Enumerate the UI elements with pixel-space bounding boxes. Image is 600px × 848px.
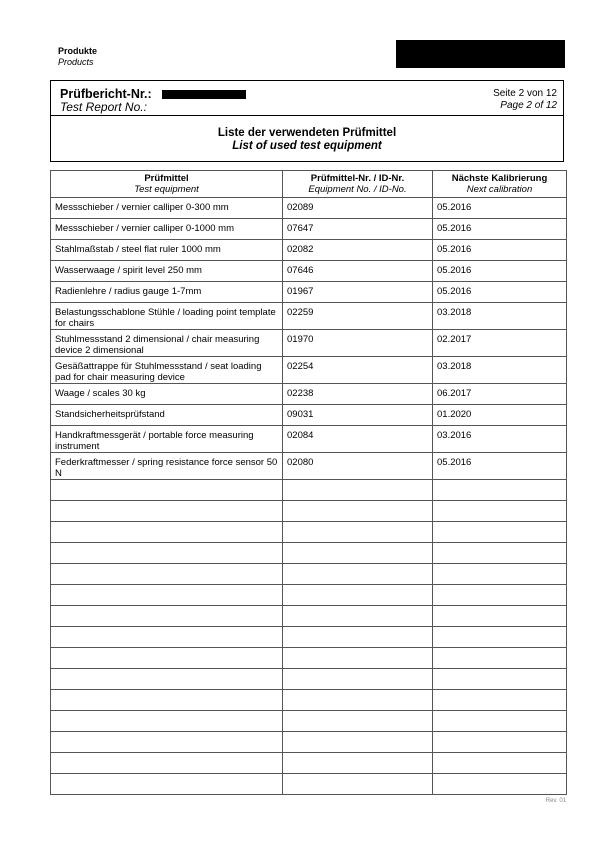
empty-cell [433, 732, 567, 753]
empty-cell [51, 522, 283, 543]
empty-cell [51, 690, 283, 711]
empty-row [51, 732, 567, 753]
empty-cell [433, 522, 567, 543]
empty-cell [283, 543, 433, 564]
empty-cell [51, 732, 283, 753]
empty-cell [283, 564, 433, 585]
empty-cell [283, 606, 433, 627]
equipment-id: 02084 [283, 426, 433, 453]
empty-row [51, 690, 567, 711]
equipment-name: Handkraftmessgerät / portable force measuring instrument [51, 426, 283, 453]
table-row [51, 384, 567, 405]
table-row [51, 219, 567, 240]
table-row [51, 357, 567, 384]
empty-cell [283, 753, 433, 774]
next-calibration: 02.2017 [433, 330, 567, 357]
empty-cell [433, 585, 567, 606]
report-number-label-en: Test Report No.: [60, 100, 147, 114]
empty-row [51, 627, 567, 648]
equipment-id: 02238 [283, 384, 433, 405]
table-row [51, 426, 567, 453]
next-calibration: 03.2018 [433, 303, 567, 330]
empty-cell [51, 480, 283, 501]
equipment-name: Gesäßattrappe für Stuhlmessstand / seat loading pad for chair measuring device [51, 357, 283, 384]
empty-cell [283, 774, 433, 795]
page-number-en: Page 2 of 12 [500, 100, 557, 111]
empty-cell [51, 648, 283, 669]
report-number-row [51, 81, 563, 116]
equipment-name: Messschieber / vernier calliper 0-300 mm [51, 198, 283, 219]
page-number-de: Seite 2 von 12 [493, 88, 557, 99]
empty-row [51, 648, 567, 669]
equipment-name: Federkraftmesser / spring resistance force sensor 50 N [51, 453, 283, 480]
empty-cell [51, 606, 283, 627]
next-calibration: 06.2017 [433, 384, 567, 405]
equipment-name: Wasserwaage / spirit level 250 mm [51, 261, 283, 282]
empty-cell [283, 648, 433, 669]
empty-cell [433, 606, 567, 627]
revision-label: Rev. 01 [545, 798, 566, 804]
next-calibration: 05.2016 [433, 282, 567, 303]
equipment-id: 07647 [283, 219, 433, 240]
table-row [51, 282, 567, 303]
table-row [51, 303, 567, 330]
empty-cell [433, 501, 567, 522]
report-number-redaction [162, 90, 246, 99]
column-header-equipment [51, 171, 283, 198]
empty-cell [51, 585, 283, 606]
redaction-bar [396, 40, 565, 68]
column-header-calibration-en: Next calibration [466, 184, 533, 195]
next-calibration: 05.2016 [433, 219, 567, 240]
table-row [51, 240, 567, 261]
empty-cell [433, 690, 567, 711]
equipment-id: 09031 [283, 405, 433, 426]
empty-cell [51, 627, 283, 648]
empty-cell [283, 480, 433, 501]
next-calibration: 03.2016 [433, 426, 567, 453]
next-calibration: 05.2016 [433, 240, 567, 261]
equipment-id: 02259 [283, 303, 433, 330]
next-calibration: 05.2016 [433, 453, 567, 480]
table-header-row [51, 171, 567, 198]
equipment-name: Belastungsschablone Stühle / loading point template for chairs [51, 303, 283, 330]
empty-row [51, 564, 567, 585]
equipment-id: 02254 [283, 357, 433, 384]
column-header-id-de: Prüfmittel-Nr. / ID-Nr. [310, 173, 405, 184]
products-label [58, 46, 97, 68]
products-label-en: Products [58, 57, 94, 67]
empty-cell [51, 711, 283, 732]
empty-cell [433, 543, 567, 564]
next-calibration: 05.2016 [433, 198, 567, 219]
empty-cell [433, 753, 567, 774]
empty-row [51, 585, 567, 606]
table-row [51, 405, 567, 426]
empty-row [51, 774, 567, 795]
equipment-id: 02080 [283, 453, 433, 480]
column-header-equipment-en: Test equipment [134, 184, 199, 195]
products-label-de: Produkte [58, 46, 98, 56]
empty-cell [433, 627, 567, 648]
equipment-name: Waage / scales 30 kg [51, 384, 283, 405]
list-title-en: List of used test equipment [232, 140, 382, 152]
equipment-table [50, 170, 567, 795]
list-title-de: Liste der verwendeten Prüfmittel [217, 127, 397, 139]
column-header-equipment-de: Prüfmittel [144, 173, 189, 184]
empty-row [51, 543, 567, 564]
empty-cell [51, 564, 283, 585]
next-calibration: 03.2018 [433, 357, 567, 384]
empty-cell [433, 774, 567, 795]
empty-row [51, 522, 567, 543]
empty-row [51, 669, 567, 690]
equipment-id: 02082 [283, 240, 433, 261]
table-row [51, 330, 567, 357]
empty-cell [51, 753, 283, 774]
column-header-id [283, 171, 433, 198]
empty-row [51, 711, 567, 732]
table-row [51, 261, 567, 282]
empty-cell [283, 690, 433, 711]
equipment-id: 01967 [283, 282, 433, 303]
report-header-box [50, 80, 564, 162]
empty-cell [433, 648, 567, 669]
empty-row [51, 753, 567, 774]
column-header-id-en: Equipment No. / ID-No. [308, 184, 407, 195]
empty-cell [283, 711, 433, 732]
equipment-name: Stahlmaßstab / steel flat ruler 1000 mm [51, 240, 283, 261]
empty-cell [283, 585, 433, 606]
equipment-id: 07646 [283, 261, 433, 282]
table-row [51, 453, 567, 480]
empty-row [51, 501, 567, 522]
empty-cell [283, 501, 433, 522]
equipment-name: Standsicherheitsprüfstand [51, 405, 283, 426]
column-header-calibration [433, 171, 567, 198]
empty-cell [283, 669, 433, 690]
column-header-calibration-de: Nächste Kalibrierung [451, 173, 548, 184]
empty-cell [433, 669, 567, 690]
report-number-label-de: Prüfbericht-Nr.: [60, 87, 152, 101]
empty-cell [283, 627, 433, 648]
empty-row [51, 480, 567, 501]
empty-cell [51, 501, 283, 522]
empty-cell [283, 732, 433, 753]
empty-cell [433, 564, 567, 585]
equipment-name: Stuhlmessstand 2 dimensional / chair measuring device 2 dimensional [51, 330, 283, 357]
empty-cell [283, 522, 433, 543]
empty-cell [51, 774, 283, 795]
empty-cell [433, 480, 567, 501]
list-title [51, 127, 563, 153]
report-number-underscore [205, 97, 215, 98]
equipment-name: Messschieber / vernier calliper 0-1000 mm [51, 219, 283, 240]
table-row [51, 198, 567, 219]
next-calibration: 05.2016 [433, 261, 567, 282]
next-calibration: 01.2020 [433, 405, 567, 426]
empty-cell [433, 711, 567, 732]
equipment-name: Radienlehre / radius gauge 1-7mm [51, 282, 283, 303]
equipment-id: 01970 [283, 330, 433, 357]
empty-cell [51, 543, 283, 564]
empty-cell [51, 669, 283, 690]
equipment-id: 02089 [283, 198, 433, 219]
empty-row [51, 606, 567, 627]
